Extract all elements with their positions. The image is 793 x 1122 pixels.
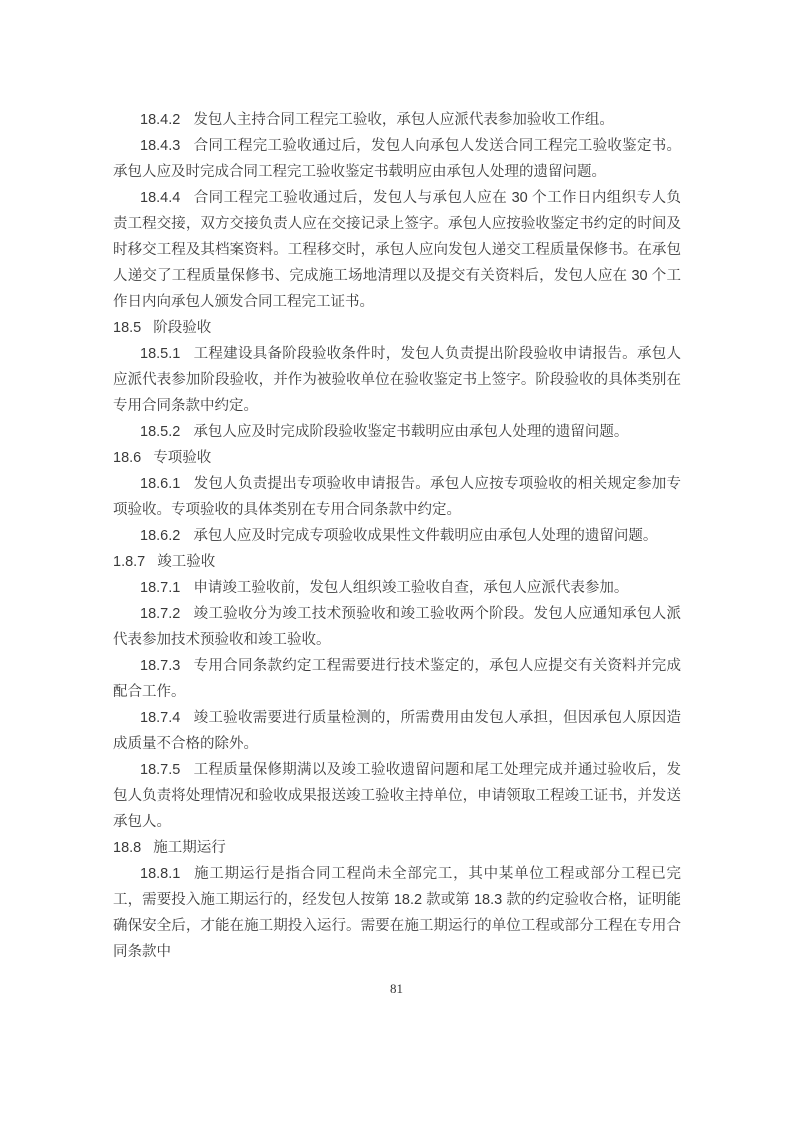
clause-number: 18.7.2 <box>140 606 181 622</box>
clause-number: 18.6.1 <box>140 476 181 492</box>
section-title: 施工期运行 <box>153 840 226 856</box>
document-body <box>113 107 681 965</box>
clause-number: 18.7.1 <box>140 580 181 596</box>
clause-text: 施工期运行是指合同工程尚未全部完工，其中某单位工程或部分工程已完工，需要投入施工期运行的，经发包人按第 18.2 款或第 18.3 款的约定验收合格，证明能确保安全后，才能在施工期投入运行。需要在施工期运行的单位工程或部分工程在专用合同条款中 <box>113 866 681 960</box>
clause-text: 申请竣工验收前，发包人组织竣工验收自查，承包人应派代表参加。 <box>193 580 629 596</box>
clause-18-7-5 <box>113 757 681 835</box>
clause-text: 发包人负责提出专项验收申请报告。承包人应按专项验收的相关规定参加专项验收。专项验收的具体类别在专用合同条款中约定。 <box>113 476 681 518</box>
clause-text: 合同工程完工验收通过后，发包人向承包人发送合同工程完工验收鉴定书。承包人应及时完成合同工程完工验收鉴定书载明应由承包人处理的遗留问题。 <box>113 138 681 180</box>
clause-18-5-2 <box>113 419 681 445</box>
section-number: 1.8.7 <box>113 554 146 570</box>
clause-number: 18.7.5 <box>140 762 181 778</box>
clause-18-4-3 <box>113 133 681 185</box>
clause-number: 18.6.2 <box>140 528 181 544</box>
clause-18-4-2 <box>113 107 681 133</box>
clause-text: 竣工验收需要进行质量检测的，所需费用由发包人承担，但因承包人原因造成质量不合格的除外。 <box>113 710 681 752</box>
clause-number: 18.5.2 <box>140 424 181 440</box>
section-heading-18-5 <box>113 315 681 341</box>
clause-number: 18.7.4 <box>140 710 181 726</box>
clause-number: 18.8.1 <box>140 866 181 882</box>
clause-18-5-1 <box>113 341 681 419</box>
clause-text: 承包人应及时完成阶段验收鉴定书载明应由承包人处理的遗留问题。 <box>193 424 629 440</box>
section-number: 18.8 <box>113 840 142 856</box>
clause-text: 工程质量保修期满以及竣工验收遗留问题和尾工处理完成并通过验收后，发包人负责将处理情况和验收成果报送竣工验收主持单位，申请领取工程竣工证书，并发送承包人。 <box>113 762 681 830</box>
clause-text: 工程建设具备阶段验收条件时，发包人负责提出阶段验收申请报告。承包人应派代表参加阶段验收，并作为被验收单位在验收鉴定书上签字。阶段验收的具体类别在专用合同条款中约定。 <box>113 346 681 414</box>
clause-text: 专用合同条款约定工程需要进行技术鉴定的，承包人应提交有关资料并完成配合工作。 <box>113 658 681 700</box>
section-number: 18.6 <box>113 450 142 466</box>
clause-number: 18.4.3 <box>140 138 181 154</box>
clause-number: 18.5.1 <box>140 346 181 362</box>
clause-18-7-4 <box>113 705 681 757</box>
clause-text: 发包人主持合同工程完工验收，承包人应派代表参加验收工作组。 <box>193 112 614 128</box>
clause-18-7-2 <box>113 601 681 653</box>
clause-18-7-3 <box>113 653 681 705</box>
clause-18-8-1 <box>113 861 681 965</box>
section-number: 18.5 <box>113 320 142 336</box>
clause-18-7-1 <box>113 575 681 601</box>
page-number: 81 <box>390 981 403 996</box>
clause-number: 18.7.3 <box>140 658 181 674</box>
section-title: 专项验收 <box>153 450 212 466</box>
clause-number: 18.4.2 <box>140 112 181 128</box>
section-title: 阶段验收 <box>153 320 212 336</box>
clause-text: 承包人应及时完成专项验收成果性文件载明应由承包人处理的遗留问题。 <box>193 528 658 544</box>
clause-18-4-4 <box>113 185 681 315</box>
clause-18-6-1 <box>113 471 681 523</box>
section-heading-18-6 <box>113 445 681 471</box>
section-heading-18-8 <box>113 835 681 861</box>
clause-text: 合同工程完工验收通过后，发包人与承包人应在 30 个工作日内组织专人负责工程交接，双方交接负责人应在交接记录上签字。承包人应按验收鉴定书约定的时间及时移交工程及其档案资料。工程移交时，承包人应向发包人递交工程质量保修书。在承包人递交了工程质量保修书、完成施工场地清理以及提交有关资料后，发包人应在 30 个工作日内向承包人颁发合同工程完工证书。 <box>113 190 681 310</box>
section-title: 竣工验收 <box>157 554 216 570</box>
section-heading-18-7 <box>113 549 681 575</box>
clause-18-6-2 <box>113 523 681 549</box>
clause-text: 竣工验收分为竣工技术预验收和竣工验收两个阶段。发包人应通知承包人派代表参加技术预验收和竣工验收。 <box>113 606 681 648</box>
clause-number: 18.4.4 <box>140 190 181 206</box>
